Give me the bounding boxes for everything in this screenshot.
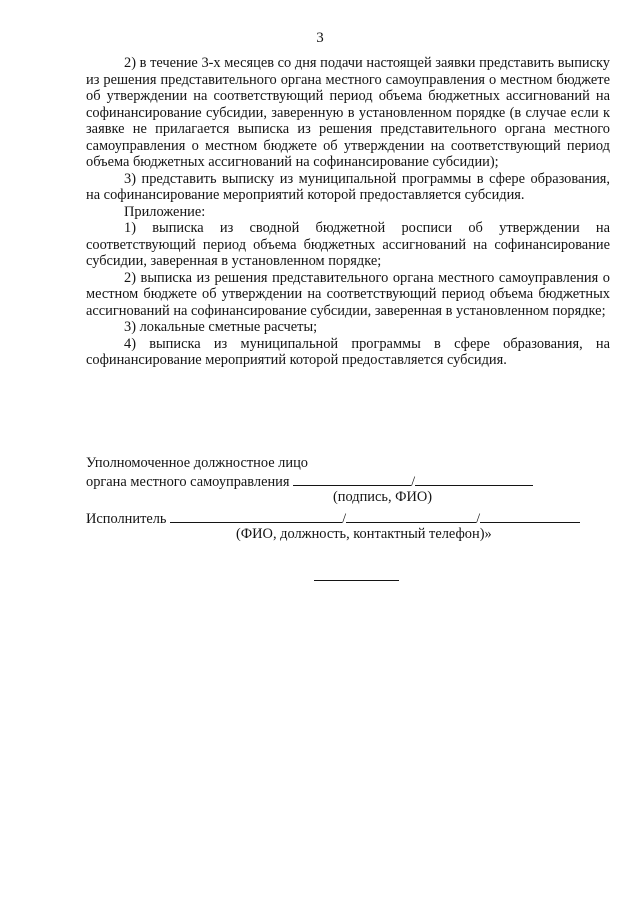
appendix-item-4: 4) выписка из муниципальной программы в сфере образования, на софинансирование мероприятий которой предоставляется субсидия. bbox=[86, 335, 610, 368]
executor-row bbox=[86, 509, 616, 526]
name-blank bbox=[415, 472, 533, 486]
official-title-line1: Уполномоченное должностное лицо bbox=[86, 455, 308, 471]
separator-slash: / bbox=[342, 511, 347, 527]
separator-slash: / bbox=[476, 511, 481, 527]
official-title-line2-row bbox=[86, 472, 616, 489]
executor-phone-blank bbox=[480, 509, 580, 523]
signature-blank bbox=[293, 472, 411, 486]
executor-position-blank bbox=[346, 509, 476, 523]
separator-slash: / bbox=[411, 474, 416, 490]
paragraph-item-2: 2) в течение 3-х месяцев со дня подачи настоящей заявки представить выписку из решения представительного органа местного самоуправления о местном бюджете об утверждении на соответствующий период объема бюджетных ассигнований на софинансирование субсидии, заверенную в установленном порядке (в случае если к заявке не прилагается выписка из решения представительного органа местного самоуправления о местном бюджете об утверждении на соответствующий период объема бюджетных ассигнований на софинансирование субсидии); bbox=[86, 55, 610, 170]
appendix-item-2: 2) выписка из решения представительного органа местного самоуправления о местном бюджете об утверждении на соответствующий период объема бюджетных ассигнований на софинансирование субсидии, заверенная в установленном порядке; bbox=[86, 269, 610, 319]
appendix-item-3: 3) локальные сметные расчеты; bbox=[124, 319, 318, 335]
end-divider bbox=[314, 580, 399, 581]
executor-label: Исполнитель bbox=[86, 511, 167, 527]
document-body bbox=[86, 55, 610, 369]
page-number: 3 bbox=[316, 30, 324, 46]
appendix-heading: Приложение: bbox=[124, 203, 206, 220]
appendix-item-1: 1) выписка из сводной бюджетной росписи об утверждении на соответствующий период объема бюджетных ассигнований на софинансирование субсидии, заверенная в установленном порядке; bbox=[86, 220, 610, 269]
official-caption: (подпись, ФИО) bbox=[333, 489, 433, 505]
signature-block bbox=[86, 455, 616, 543]
paragraph-item-3: 3) представить выписку из муниципальной программы в сфере образования, на софинансирование мероприятий которой предоставляется субсидия. bbox=[86, 170, 610, 203]
executor-caption: (ФИО, должность, контактный телефон)» bbox=[236, 526, 492, 542]
official-title-line2: органа местного самоуправления bbox=[86, 474, 290, 490]
executor-name-blank bbox=[170, 509, 342, 523]
